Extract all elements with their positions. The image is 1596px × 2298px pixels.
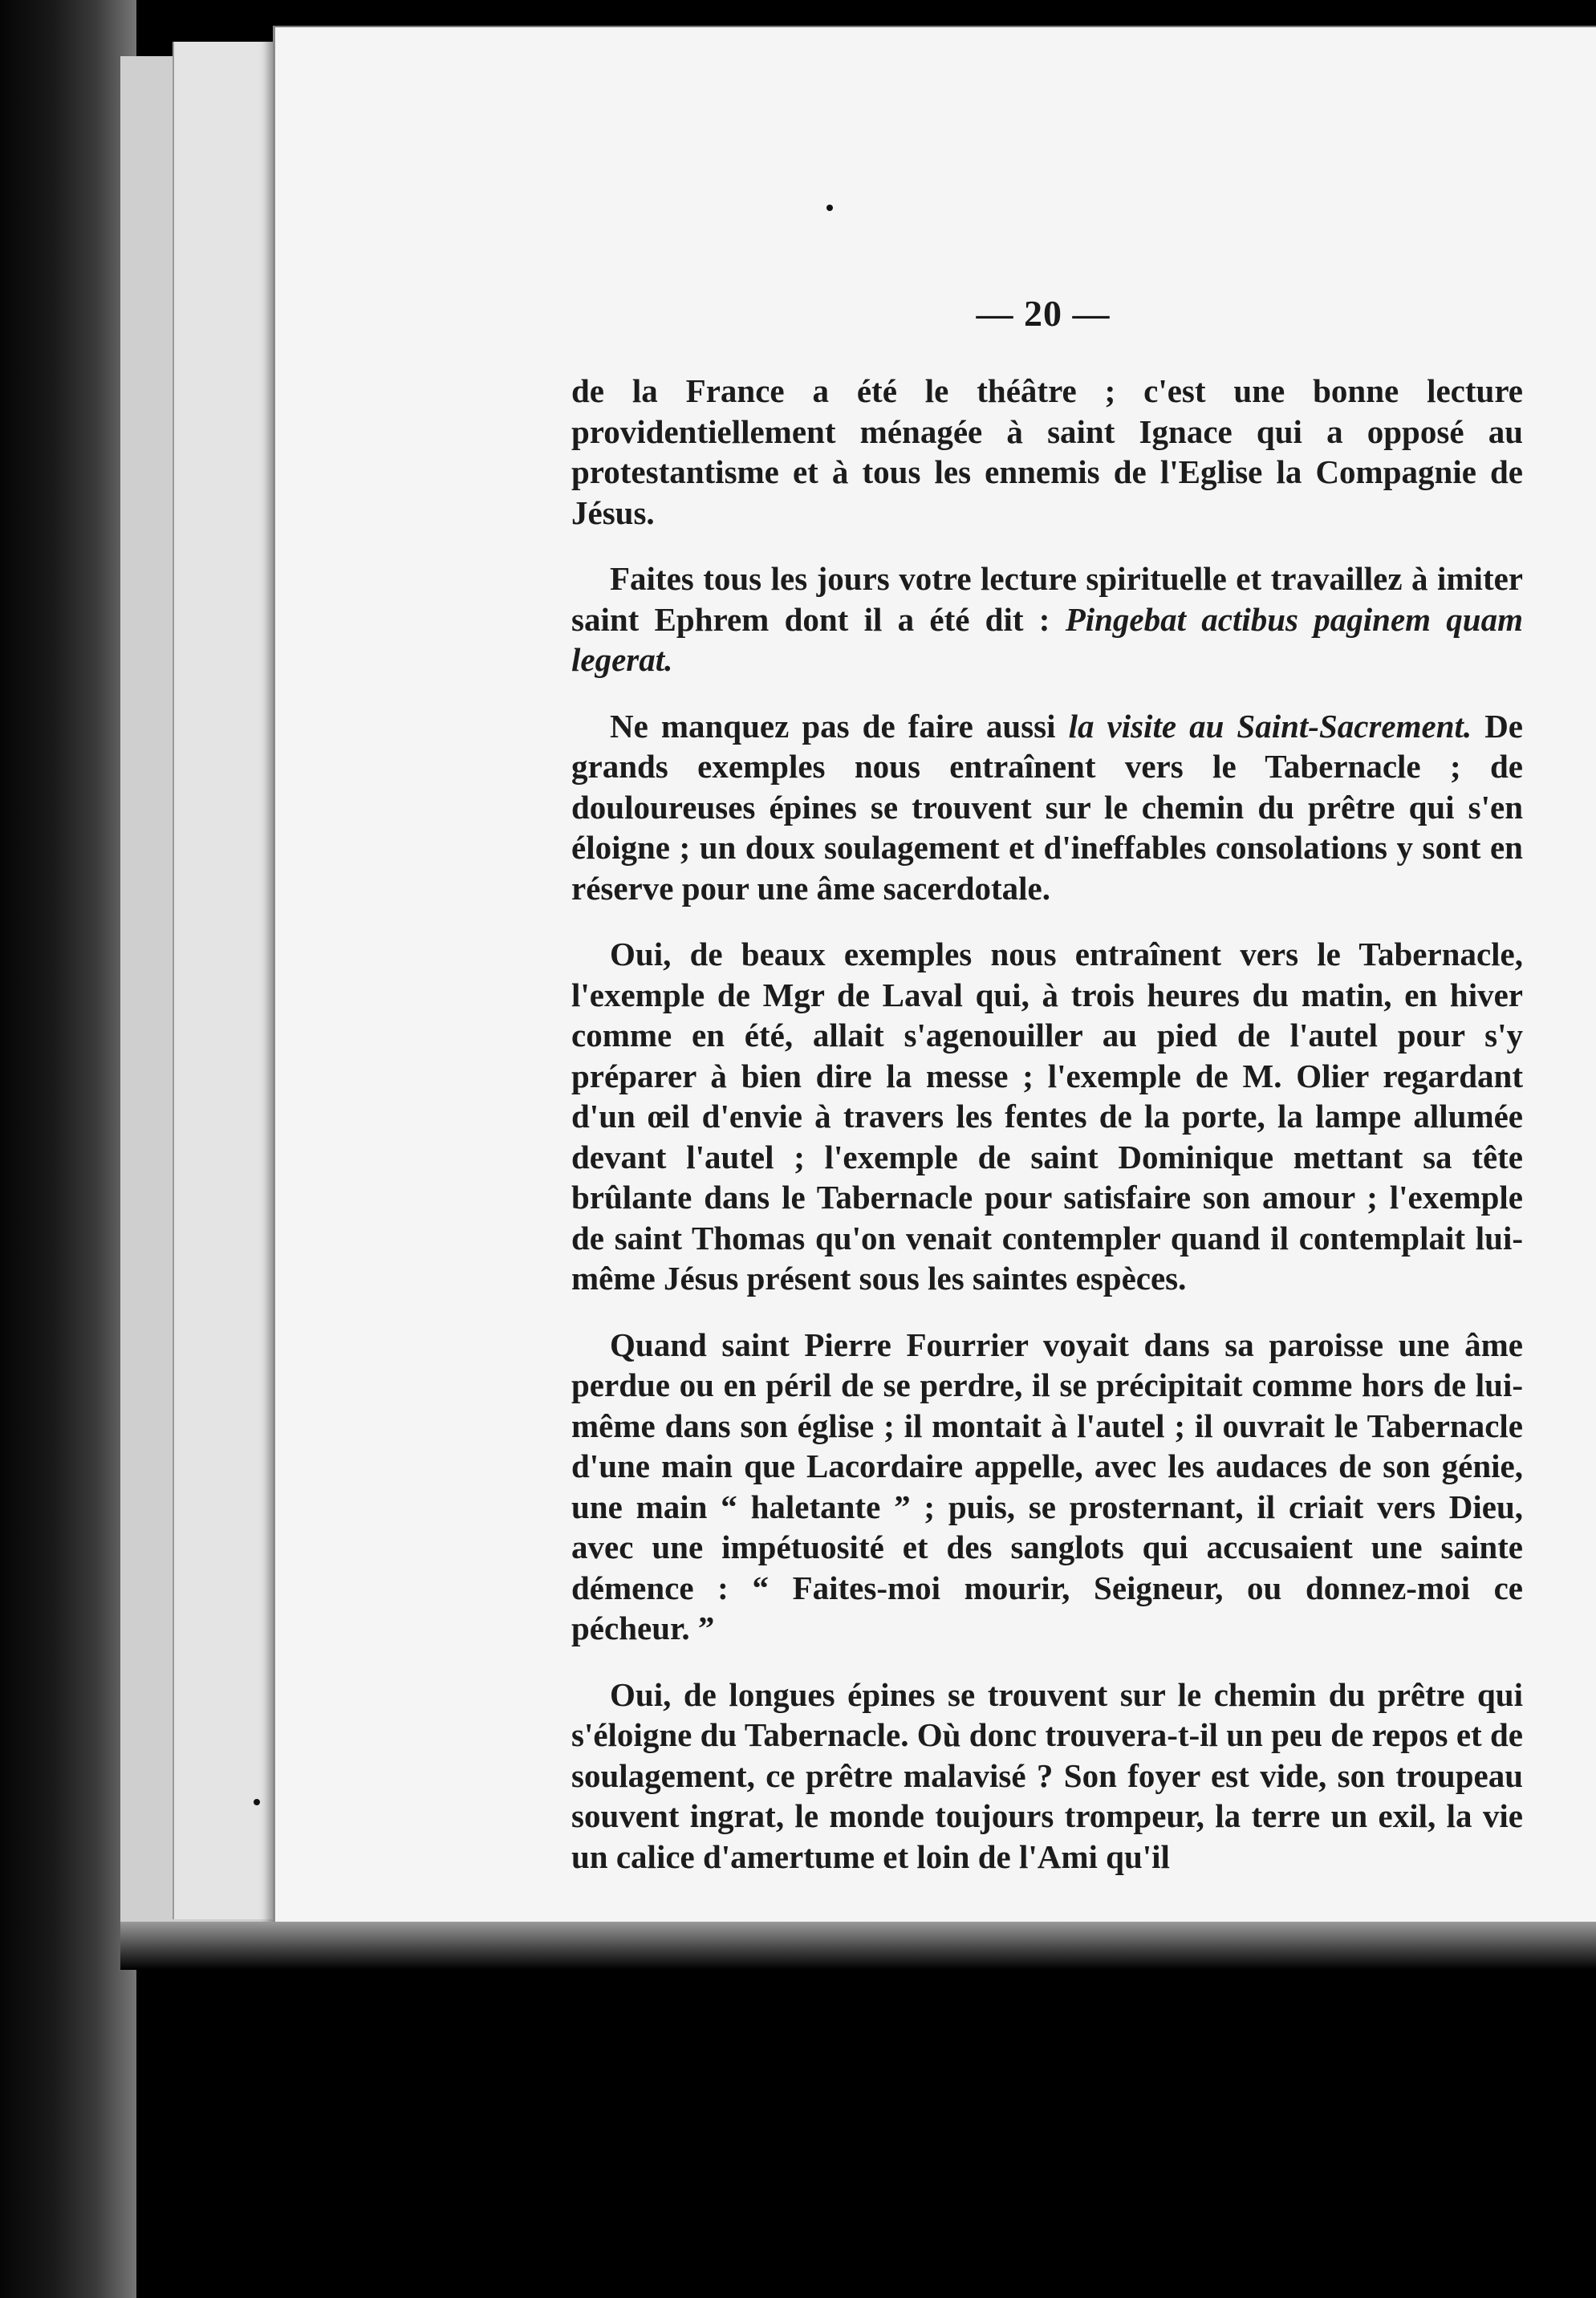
body-text (571, 371, 1523, 1902)
paragraph (571, 1325, 1523, 1649)
italic-text: la visite au Saint-Sacrement. (1068, 707, 1472, 745)
paragraph (571, 1675, 1523, 1878)
text-run: Oui, de longues épines se trouvent sur le chemin du prêtre qui s'éloigne du Tabernacle. Où donc trouvera-t-il un peu de repos et de soulagement, ce prêtre malavisé ? Son foyer est vide, son troupeau souvent ingrat, le monde toujours trompeur, la terre un exil, la vie un calice d'amertume et loin de l'Ami qu'il (571, 1675, 1523, 1875)
italic-text: Pingebat actibus paginem quam legerat. (571, 600, 1523, 678)
paragraph (571, 371, 1523, 533)
page-number: — 20 — (976, 293, 1111, 334)
paragraph (571, 934, 1523, 1299)
paragraph (571, 558, 1523, 680)
text-run: Ne manquez pas de faire aussi (610, 707, 1069, 745)
dust-speck (254, 1799, 260, 1805)
text-run: de la France a été le théâtre ; c'est une bonne lecture providentiellement ménagée à saint Ignace qui a opposé au protestantisme et à tous les ennemis de l'Eglise la Compagnie de Jésus. (571, 372, 1523, 531)
paragraph (571, 706, 1523, 909)
text-run: Faites tous les jours votre lecture spirituelle et travaillez à imiter saint Ephrem dont il a été dit : (571, 560, 1523, 638)
dust-speck (826, 205, 833, 211)
scan-bottom-edge (120, 1922, 1596, 1970)
text-run: Oui, de beaux exemples nous entraînent vers le Tabernacle, l'exemple de Mgr de Laval qui, à trois heures du matin, en hiver comme en été, allait s'agenouiller au pied de l'autel pour s'y préparer à bien dire la messe ; l'exemple de M. Olier regardant d'un œil d'envie à travers les fentes de la porte, la lampe allumée devant l'autel ; l'exemple de saint Dominique mettant sa tête brûlante dans le Tabernacle pour satisfaire son amour ; l'exemple de saint Thomas qu'on venait contempler quand il contemplait lui-même Jésus présent sous les saintes espèces. (571, 936, 1523, 1297)
scan-left-edge (0, 0, 136, 2298)
text-run: Quand saint Pierre Fourrier voyait dans sa paroisse une âme perdue ou en péril de se perdre, il se précipitait comme hors de lui-même dans son église ; il montait à l'autel ; il ouvrait le Tabernacle d'une main que Lacordaire appelle, avec les audaces de son génie, une main “ haletante ” ; puis, se prosternant, il criait vers Dieu, avec une impétuosité et des sanglots qui accusaient une sainte démence : “ Faites-moi mourir, Seigneur, ou donnez-moi ce pécheur. ” (571, 1326, 1523, 1646)
text-run: De grands exemples nous entraînent vers le Tabernacle ; de douloureuses épines se trouvent sur le chemin du prêtre qui s'en éloigne ; un doux soulagement et d'ineffables consolations y sont en réserve pour une âme sacerdotale. (571, 707, 1524, 907)
